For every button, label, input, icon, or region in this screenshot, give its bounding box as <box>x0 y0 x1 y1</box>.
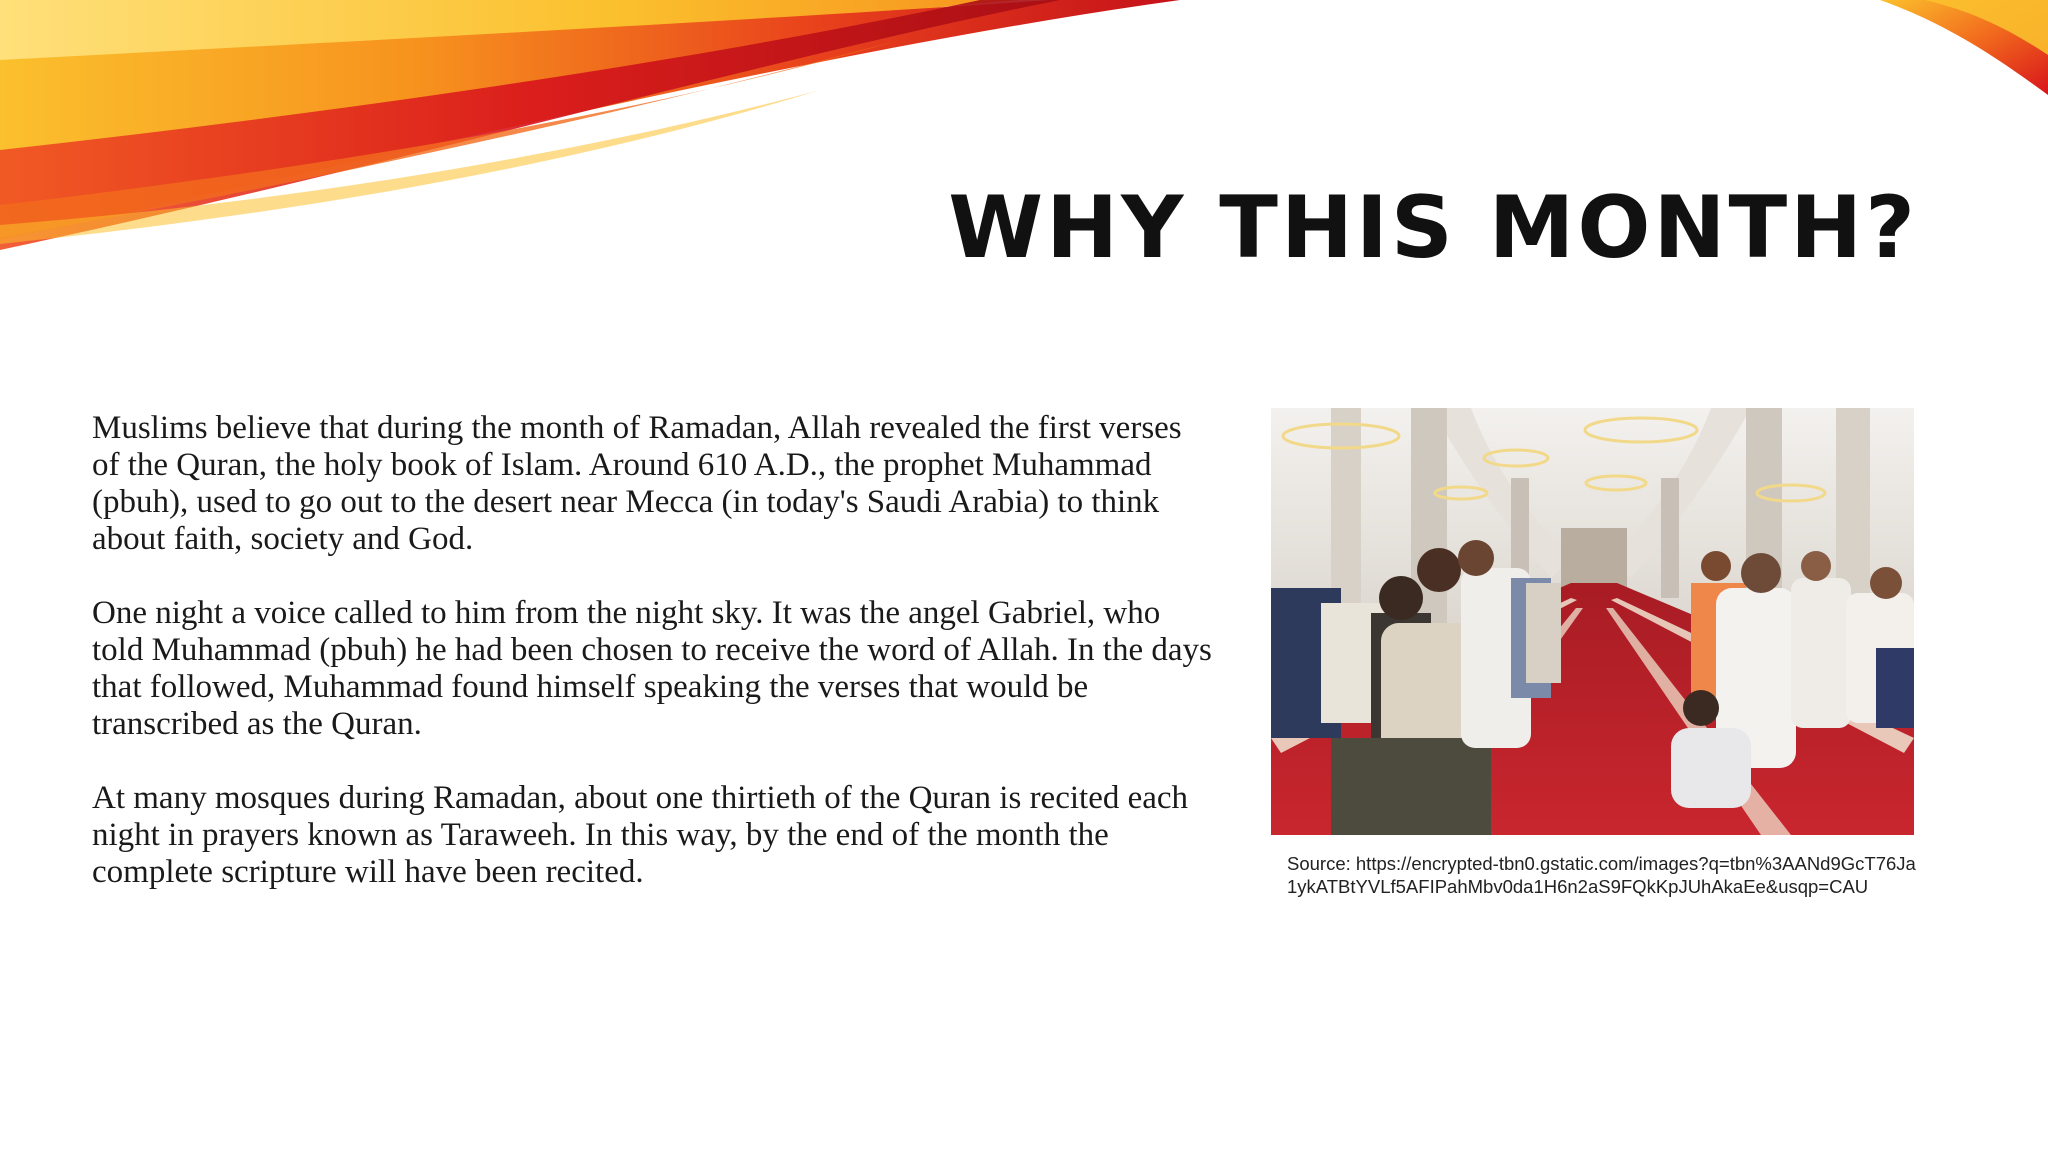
paragraph-revelation: Muslims believe that during the month of Ramadan, Allah revealed the first verses of the Quran, the holy book of Islam. Around 610 A.D., the prophet Muhammad (pbuh), used to go out to the desert near Mecca (in today's Saudi Arabia) to think about faith, society and God. <box>92 410 1182 557</box>
paragraph-angel-gabriel: One night a voice called to him from the night sky. It was the angel Gabriel, who told Muhammad (pbuh) he had been chosen to receive the word of Allah. In the days that followed, Muhammad found himself speaking the verses that would be transcribed as the Quran. <box>92 595 1212 742</box>
mosque-prayer-photo <box>1271 408 1914 835</box>
slide-title: WHY THIS MONTH? <box>948 178 1918 278</box>
image-source-caption: Source: https://encrypted-tbn0.gstatic.com/images?q=tbn%3AANd9GcT76Ja1ykATBtYVLf5AFIPahMbv0da1H6n2aS9FQkKpJUhAkaEe&usqp=CAU <box>1287 853 1916 897</box>
paragraph-taraweeh: At many mosques during Ramadan, about one thirtieth of the Quran is recited each night in prayers known as Taraweeh. In this way, by the end of the month the complete scripture will have been recited. <box>92 780 1189 890</box>
body-text <box>92 410 1212 928</box>
